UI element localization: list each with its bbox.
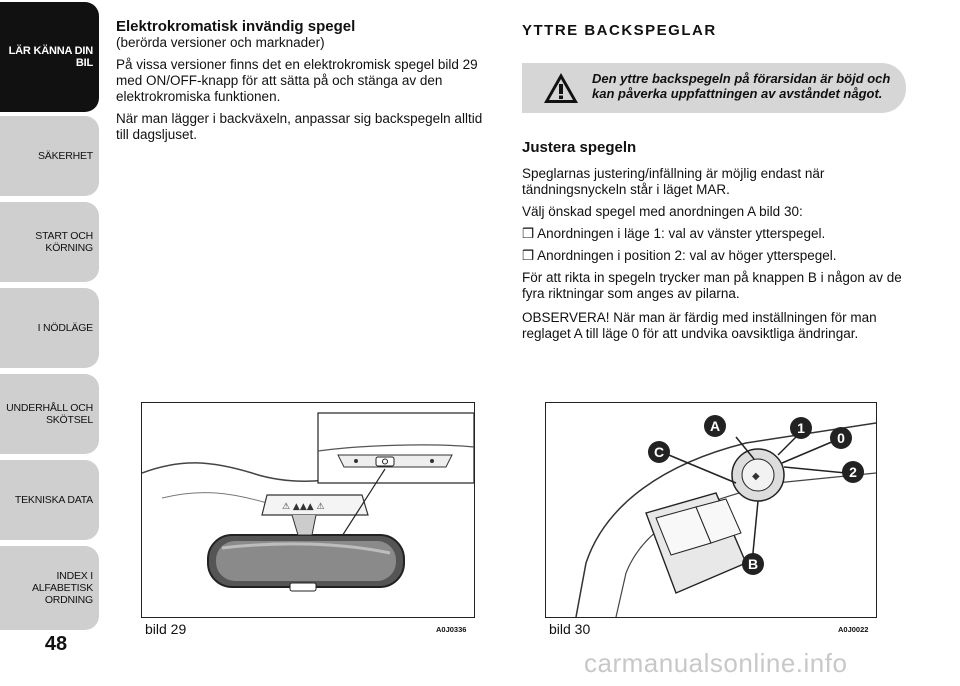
left-column (116, 18, 488, 149)
svg-text:◆: ◆ (752, 471, 760, 482)
bullet-item: ❒ Anordningen i position 2: val av höger ytterspegel. (522, 248, 837, 263)
section-title: YTTRE BACKSPEGLAR (522, 22, 717, 39)
label-b: B (742, 553, 764, 575)
label-0: 0 (830, 427, 852, 449)
figure-code: A0J0336 (436, 625, 467, 634)
figure-30 (545, 402, 877, 618)
paragraph: Speglarnas justering/infällning är möjlig endast när tändningsnyckeln står i läget MAR. (522, 166, 825, 197)
tab-lar-kanna-din-bil[interactable] (0, 2, 99, 112)
right-column (522, 140, 914, 348)
figure-caption: bild 30 (549, 621, 591, 637)
figure-caption: bild 29 (145, 621, 187, 637)
tab-index-i-alfabetisk-ordning[interactable] (0, 546, 99, 630)
tab-label: START OCH KÖRNING (35, 230, 93, 254)
paragraph: På vissa versioner finns det en elektrokromisk spegel bild 29 med ON/OFF-knapp för att sätta på och stänga av den elektrokromiska funktionen. (116, 57, 478, 104)
figure-code: A0J0022 (838, 625, 869, 634)
page-number: 48 (44, 633, 68, 655)
label-1: 1 (790, 417, 812, 439)
tab-label: SÄKERHET (38, 150, 93, 162)
section-subheading: (berörda versioner och marknader) (116, 35, 325, 50)
tab-label: INDEX I ALFABETISK ORDNING (31, 570, 93, 606)
warning-text: Den yttre backspegeln på förarsidan är böjd och kan påverka uppfattningen av avståndet något. (592, 71, 891, 101)
section-heading: Elektrokromatisk invändig spegel (116, 18, 356, 35)
rearview-mirror-illustration (142, 403, 474, 617)
subsection-heading: Justera spegeln (522, 139, 637, 156)
label-2: 2 (842, 461, 864, 483)
tab-i-nodlage[interactable] (0, 288, 99, 368)
tab-underhall-och-skotsel[interactable] (0, 374, 99, 454)
paragraph: När man lägger i backväxeln, anpassar sig backspegeln alltid till dagsljuset. (116, 111, 483, 142)
paragraph: För att rikta in spegeln trycker man på knappen B i någon av de fyra riktningar som anges av pilarna. (522, 270, 902, 301)
paragraph: OBSERVERA! När man är färdig med inställningen för man reglaget A till läge 0 för att undvika oavsiktliga ändringar. (522, 310, 877, 341)
warning-box (522, 63, 906, 113)
svg-text:⚠ ▲▲▲ ⚠: ⚠ ▲▲▲ ⚠ (282, 502, 325, 512)
watermark: carmanualsonline.info (584, 648, 848, 678)
label-a: A (704, 415, 726, 437)
tab-sakerhet[interactable] (0, 116, 99, 196)
bullet-item: ❒ Anordningen i läge 1: val av vänster ytterspegel. (522, 226, 826, 241)
tab-label: TEKNISKA DATA (14, 494, 93, 506)
tab-label: I NÖDLÄGE (37, 322, 93, 334)
tab-label: UNDERHÅLL OCH SKÖTSEL (6, 402, 93, 426)
label-c: C (648, 441, 670, 463)
tab-start-och-korning[interactable] (0, 202, 99, 282)
paragraph: Välj önskad spegel med anordningen A bild 30: (522, 204, 803, 219)
tab-label: LÄR KÄNNA DIN BIL (8, 45, 93, 69)
figure-29 (141, 402, 475, 618)
warning-triangle-icon (542, 71, 580, 105)
tab-tekniska-data[interactable] (0, 460, 99, 540)
